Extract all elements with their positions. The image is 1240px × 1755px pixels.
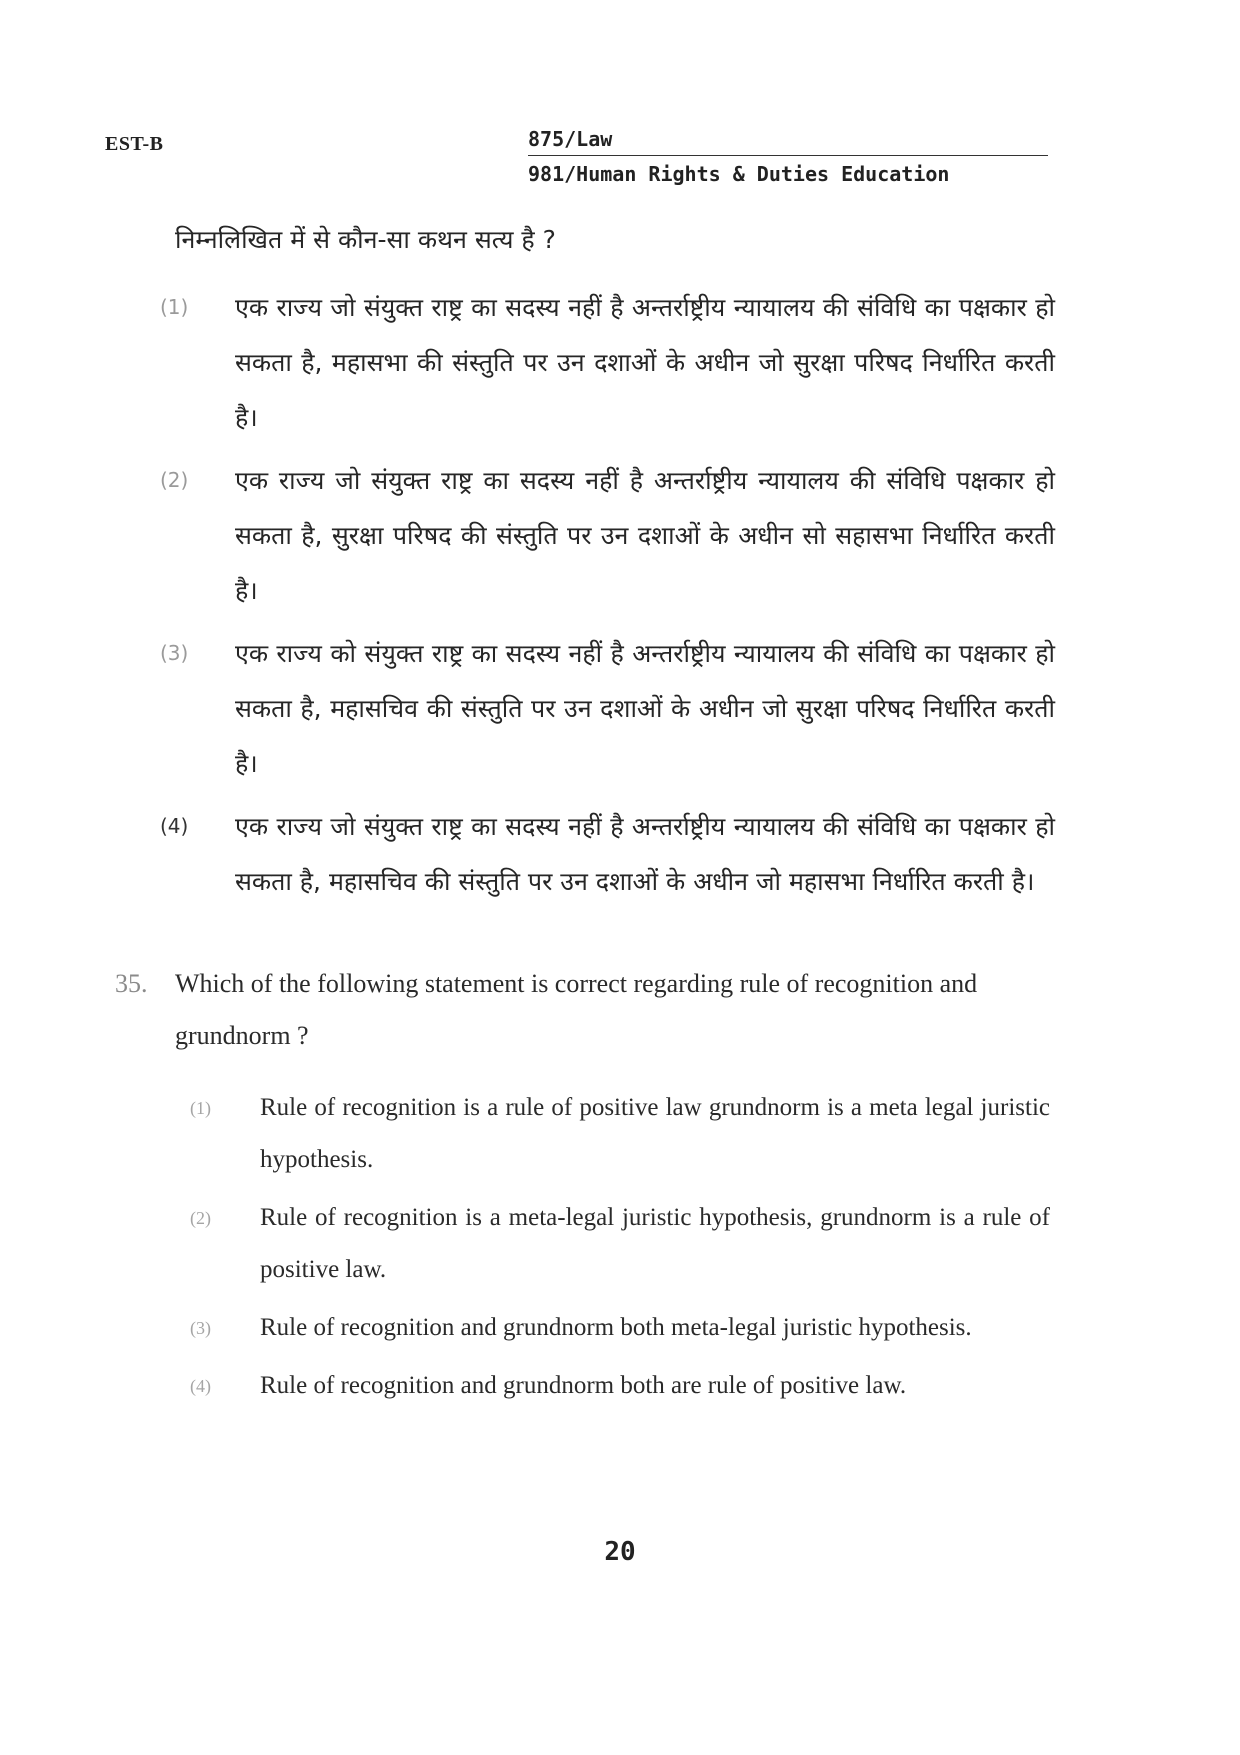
english-question-stem: Which of the following statement is correct regarding rule of recognition and grundnorm ? [175, 969, 978, 1050]
english-option-1 [115, 1082, 1050, 1186]
option-number: (2) [160, 468, 189, 492]
paper-code-primary: 875/Law [528, 127, 1048, 156]
option-number: (2) [190, 1208, 211, 1228]
hindi-option-4 [160, 799, 1055, 909]
hindi-question-stem: निम्नलिखित में से कौन-सा कथन सत्य है ? [175, 225, 556, 254]
option-number: (3) [190, 1318, 211, 1338]
option-text: Rule of recognition and grundnorm both are rule of positive law. [260, 1372, 907, 1399]
series-text: EST-B [105, 133, 164, 155]
option-text: एक राज्य जो संयुक्त राष्ट्र का सदस्य नहीं है अन्तर्राष्ट्रीय न्यायालय की संविधि पक्षकार हो सकता है, सुरक्षा परिषद की संस्तुति पर उन दशाओं के अधीन सो सहासभा निर्धारित करती है। [235, 466, 1055, 605]
english-option-2 [115, 1192, 1050, 1296]
page-number: 20 [604, 1537, 636, 1567]
english-question [115, 958, 1065, 1418]
option-number: (4) [160, 814, 189, 838]
hindi-question [160, 222, 1060, 917]
english-option-4 [115, 1360, 1050, 1412]
option-number: (4) [190, 1376, 211, 1396]
option-text: एक राज्य को संयुक्त राष्ट्र का सदस्य नहीं है अन्तर्राष्ट्रीय न्यायालय की संविधि का पक्षकार हो सकता है, महासचिव की संस्तुति पर उन दशाओं के अधीन जो सुरक्षा परिषद निर्धारित करती है। [235, 639, 1055, 778]
paper-code-header [528, 127, 1048, 186]
option-text: Rule of recognition and grundnorm both meta-legal juristic hypothesis. [260, 1314, 972, 1341]
option-text: एक राज्य जो संयुक्त राष्ट्र का सदस्य नहीं है अन्तर्राष्ट्रीय न्यायालय की संविधि का पक्षकार हो सकता है, महासचिव की संस्तुति पर उन दशाओं के अधीन जो महासभा निर्धारित करती है। [235, 812, 1055, 896]
option-text: Rule of recognition is a rule of positive law grundnorm is a meta legal juristic hypothesis. [260, 1094, 1050, 1173]
option-number: (1) [190, 1098, 211, 1118]
paper-code-secondary: 981/Human Rights & Duties Education [528, 162, 950, 186]
option-number: (3) [160, 641, 189, 665]
option-number: (1) [160, 295, 189, 319]
hindi-option-2 [160, 453, 1055, 618]
english-options [115, 1082, 1065, 1412]
booklet-series-label [105, 133, 163, 156]
english-question-stem-line [115, 958, 1045, 1062]
hindi-option-3 [160, 626, 1055, 791]
option-text: एक राज्य जो संयुक्त राष्ट्र का सदस्य नहीं है अन्तर्राष्ट्रीय न्यायालय की संविधि का पक्षकार हो सकता है, महासभा की संस्तुति पर उन दशाओं के अधीन जो सुरक्षा परिषद निर्धारित करती है। [235, 293, 1055, 432]
english-option-3 [115, 1302, 1050, 1354]
option-text: Rule of recognition is a meta-legal juristic hypothesis, grundnorm is a rule of positive law. [260, 1204, 1050, 1283]
question-number: 35. [115, 969, 148, 998]
hindi-option-1 [160, 280, 1055, 445]
